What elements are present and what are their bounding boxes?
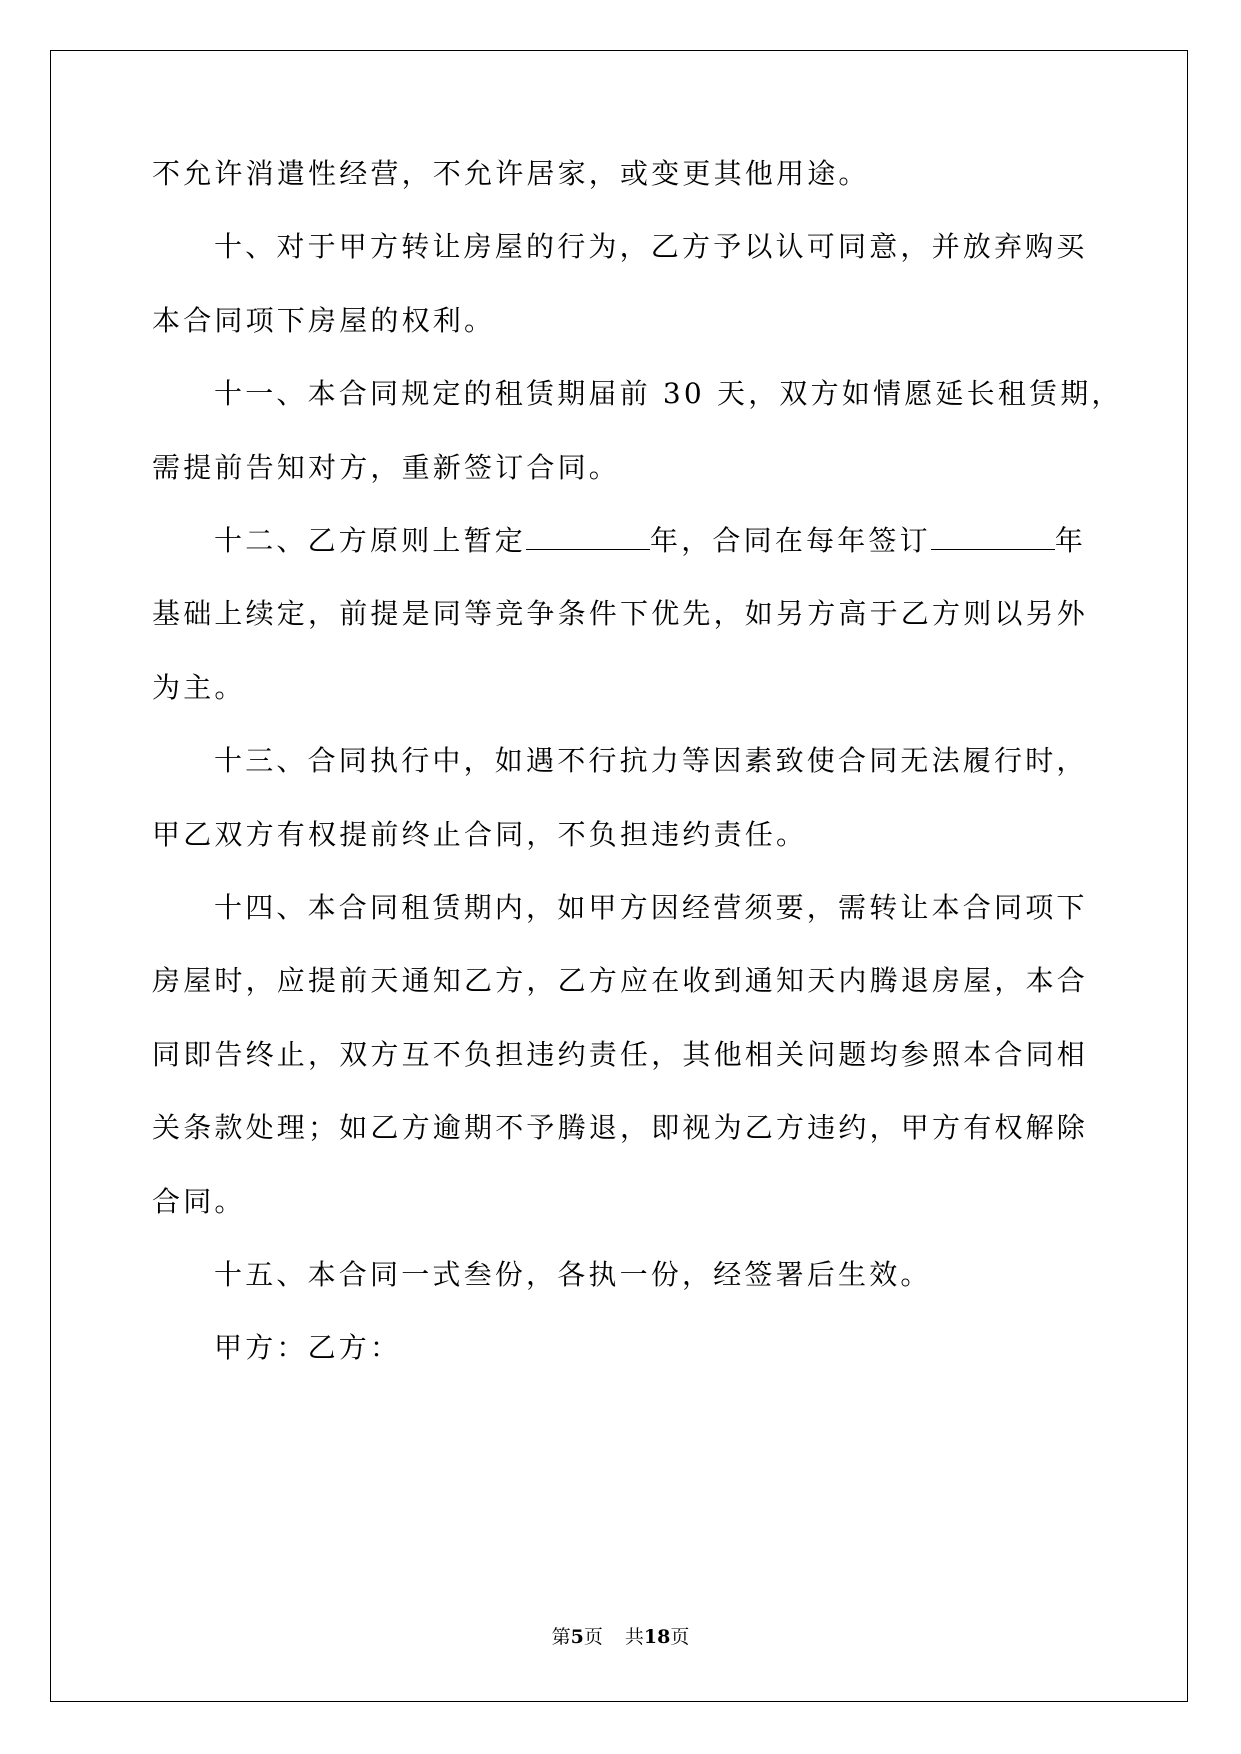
page-suffix: 页 <box>583 1626 603 1648</box>
clause-14-line-3: 同即告终止，双方互不负担违约责任，其他相关问题均参照本合同相 <box>152 1038 1089 1071</box>
page-number: 5 <box>570 1626 584 1648</box>
signature-line: 甲方：乙方： <box>214 1331 402 1364</box>
blank-years-field <box>526 525 650 550</box>
clause-10-line-1: 十、对于甲方转让房屋的行为，乙方予以认可同意，并放弃购买 <box>214 230 1088 263</box>
clause-12-text-b: 年，合同在每年签订 <box>650 524 931 557</box>
paragraph-9-continuation: 不允许消遣性经营，不允许居家，或变更其他用途。 <box>152 157 870 190</box>
clause-12-text-a: 十二、乙方原则上暂定 <box>214 524 527 557</box>
clause-12-line-3: 为主。 <box>152 671 246 704</box>
clause-10-line-2: 本合同项下房屋的权利。 <box>152 304 496 337</box>
total-prefix: 共 <box>624 1626 644 1648</box>
clause-12-text-c: 年 <box>1054 524 1087 557</box>
clause-14-line-4: 关条款处理；如乙方逾期不予腾退，即视为乙方违约，甲方有权解除 <box>152 1111 1089 1144</box>
clause-11-line-1: 十一、本合同规定的租赁期届前 30 天，双方如情愿延长租赁期， <box>214 377 1123 410</box>
clause-12-line-2: 基础上续定，前提是同等竞争条件下优先，如另方高于乙方则以另外 <box>152 597 1089 630</box>
page-prefix: 第 <box>551 1626 571 1648</box>
page-border <box>50 50 1188 1702</box>
clause-12-line-1 <box>214 523 1086 559</box>
clause-11-line-2: 需提前告知对方，重新签订合同。 <box>152 451 621 484</box>
clause-13-line-2: 甲乙双方有权提前终止合同，不负担违约责任。 <box>152 818 808 851</box>
total-suffix: 页 <box>670 1626 690 1648</box>
clause-15: 十五、本合同一式叁份，各执一份，经签署后生效。 <box>214 1258 932 1291</box>
page-footer <box>0 1622 1241 1649</box>
blank-sign-years-field <box>931 525 1055 550</box>
clause-13-line-1: 十三、合同执行中，如遇不行抗力等因素致使合同无法履行时， <box>214 744 1088 777</box>
total-pages: 18 <box>643 1626 671 1648</box>
clause-14-line-1: 十四、本合同租赁期内，如甲方因经营须要，需转让本合同项下 <box>214 891 1088 924</box>
clause-14-line-2: 房屋时，应提前天通知乙方，乙方应在收到通知天内腾退房屋，本合 <box>152 964 1089 997</box>
clause-14-line-5: 合同。 <box>152 1185 246 1218</box>
